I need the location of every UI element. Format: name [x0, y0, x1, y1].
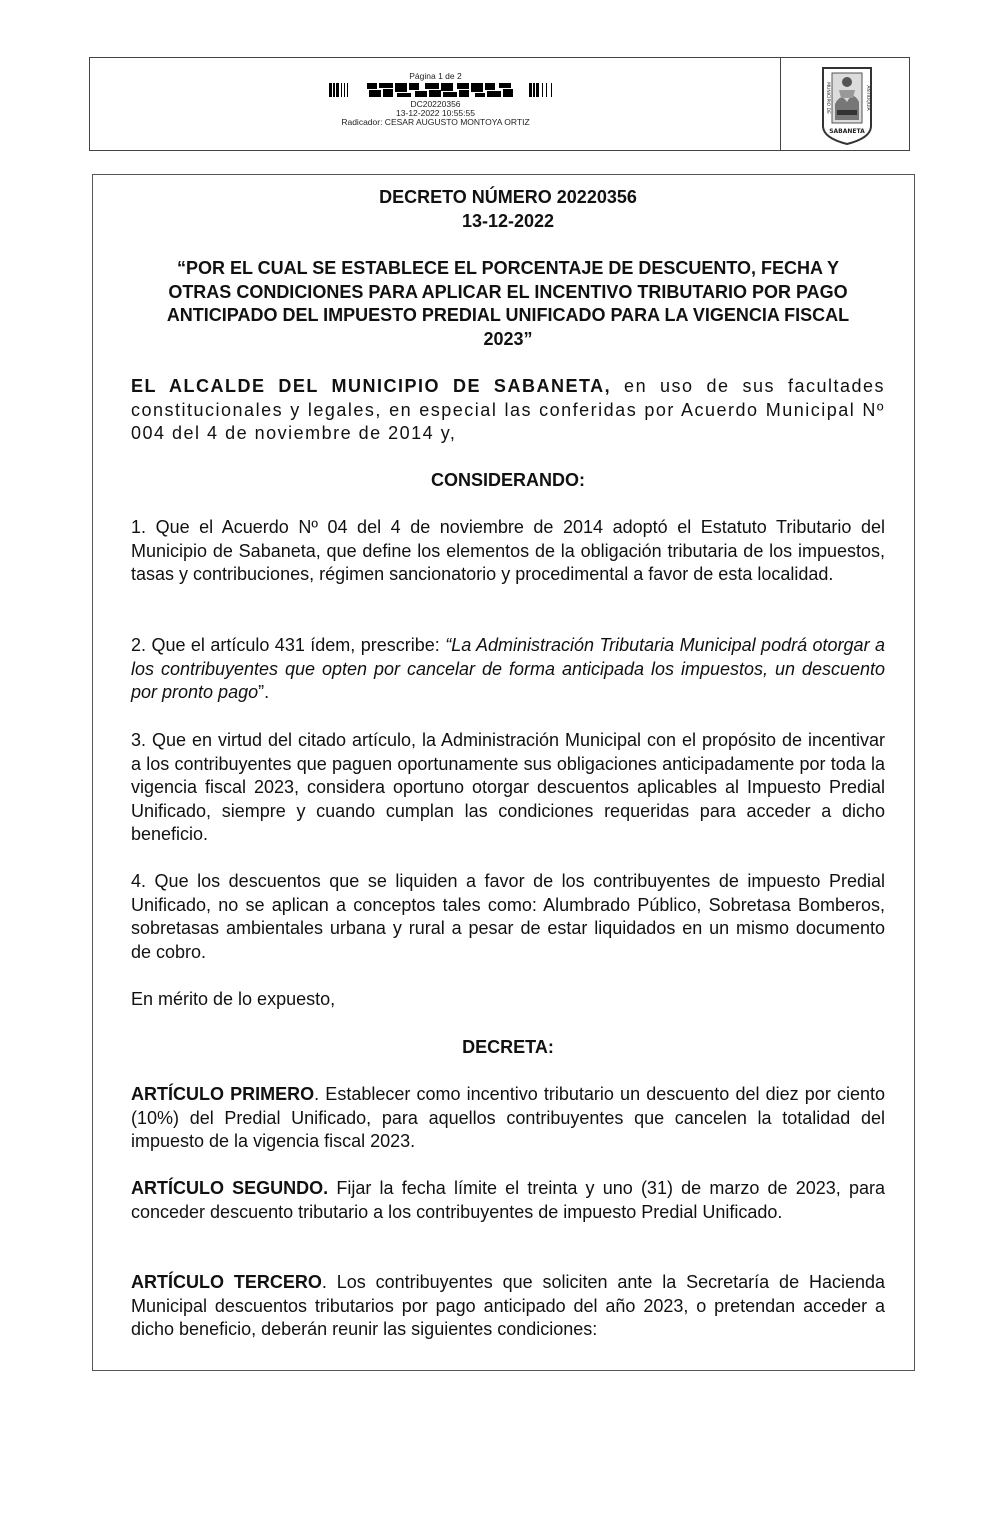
title-line: “POR EL CUAL SE ESTABLECE EL PORCENTAJE DE DESCUENTO, FECHA Y	[176, 258, 840, 278]
article-2	[131, 1177, 885, 1224]
title-line: 2023”	[483, 328, 533, 349]
consideration-2-quote: “La Administración Tributaria Municipal podrá otorgar a los contribuyentes que opten por cancelar de forma anticipada los impuestos, un descuento por pronto pago	[131, 635, 886, 702]
barcode	[329, 82, 569, 98]
preamble	[131, 375, 885, 446]
sabaneta-coat-of-arms-logo	[819, 64, 875, 146]
radication-stamp	[90, 58, 781, 150]
preamble-text: en uso de sus facultades constitucionales y legales, en especial las conferidas por Acuerdo Municipal Nº 004 del 4 de noviembre de 2014 y,	[131, 376, 885, 443]
title-line: ANTICIPADO DEL IMPUESTO PREDIAL UNIFICADO PARA LA VIGENCIA FISCAL	[166, 305, 850, 325]
radicador: Radicador: CESAR AUGUSTO MONTOYA ORTIZ	[341, 117, 530, 127]
decree-number: DECRETO NÚMERO 20220356	[379, 187, 637, 207]
logo-bottom-text: SABANETA	[829, 128, 865, 135]
consideration-2	[131, 634, 885, 705]
title-line: OTRAS CONDICIONES PARA APLICAR EL INCENTIVO TRIBUTARIO POR PAGO	[168, 281, 848, 302]
article-1-label: ARTÍCULO PRIMERO	[131, 1084, 315, 1104]
article-3-text: . Los contribuyentes que soliciten ante la Secretaría de Hacienda Municipal descuentos tributarios por pago anticipado del año 2023, o pretendan acceder a dicho beneficio, deberán reunir las siguientes condiciones:	[131, 1272, 885, 1339]
article-2-text: Fijar la fecha límite el treinta y uno (31) de marzo de 2023, para conceder descuento tributario a los contribuyentes de impuesto Predial Unificado.	[131, 1178, 885, 1222]
article-2-label: ARTÍCULO SEGUNDO.	[131, 1178, 329, 1198]
consideration-4: 4. Que los descuentos que se liquiden a favor de los contribuyentes de impuesto Predial Unificado, no se aplican a conceptos tales como: Alumbrado Público, Sobretasa Bomberos, sobretasas ambientales urbana y rural a pesar de estar liquidados en un mismo documento de cobro.	[131, 871, 885, 962]
article-3-label: ARTÍCULO TERCERO	[131, 1272, 322, 1292]
preamble-issuer: EL ALCALDE DEL MUNICIPIO DE SABANETA,	[131, 376, 612, 396]
consideration-2-prefix: 2. Que el artículo 431 ídem, prescribe:	[131, 635, 446, 655]
logo-left-text: MUNICIPIO DE	[825, 82, 830, 114]
decree-date: 13-12-2022	[461, 211, 555, 231]
consideration-2-suffix: ”.	[258, 682, 270, 702]
decree-title	[131, 257, 885, 351]
consideration-3: 3. Que en virtud del citado artículo, la Administración Municipal con el propósito de incentivar a los contribuyentes que paguen oportunamente sus obligaciones anticipadamente por toda la vigencia fiscal 2023, considera oportuno otorgar descuentos aplicables al Impuesto Predial Unificado, siempre y cuando cumplan las condiciones requeridas para acceder a dicho beneficio.	[131, 730, 885, 844]
article-1	[131, 1083, 885, 1154]
radication-datetime: 13-12-2022 10:55:55	[396, 108, 475, 118]
page-label: Página 1 de 2	[409, 71, 462, 81]
logo-cell	[782, 58, 910, 150]
decreta-heading: DECRETA:	[462, 1037, 554, 1057]
document-header	[89, 57, 910, 151]
consideration-1: 1. Que el Acuerdo Nº 04 del 4 de noviembre de 2014 adoptó el Estatuto Tributario del Municipio de Sabaneta, que define los elementos de la obligación tributaria de los impuestos, tasas y contribuciones, régimen sancionatorio y procedimental a favor de esta localidad.	[131, 517, 885, 584]
logo-right-text: ANTIOQUIA	[865, 85, 870, 111]
document-code: DC20220356	[410, 99, 461, 109]
considerando-heading: CONSIDERANDO:	[430, 470, 585, 490]
merito-statement: En mérito de lo expuesto,	[131, 989, 336, 1009]
article-1-text: . Establecer como incentivo tributario un descuento del diez por ciento (10%) del Predial Unificado, para aquellos contribuyentes que cancelen la totalidad del impuesto de la vigencia fiscal 2023.	[131, 1084, 885, 1151]
article-3	[131, 1271, 885, 1342]
